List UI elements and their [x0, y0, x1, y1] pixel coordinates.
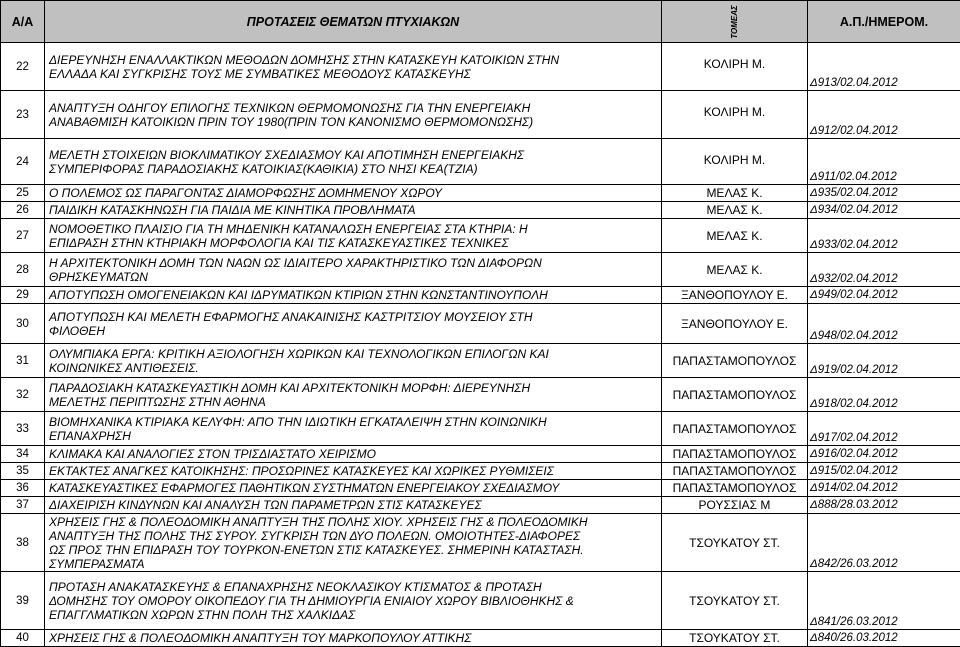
topic-line: ΜΕΛΕΤΗΣ ΠΕΡΙΠΤΩΣΗΣ ΣΤΗΝ ΑΘΗΝΑ [49, 395, 661, 409]
topic-line: ΑΠΟΤΥΠΩΣΗ ΟΜΟΓΕΝΕΙΑΚΩΝ ΚΑΙ ΙΔΡΥΜΑΤΙΚΩΝ ΚΤΙΡΙΩΝ ΣΤΗΝ ΚΩΝΣΤΑΝΤΙΝΟΥΠΟΛΗ [49, 288, 661, 302]
thesis-topic [45, 253, 662, 287]
supervisor: ΤΣΟΥΚΑΤΟΥ ΣΤ. [662, 514, 808, 572]
thesis-topic [45, 139, 662, 185]
table-row [1, 253, 960, 287]
protocol-date: Δ934/02.04.2012 [808, 202, 960, 219]
table-row [1, 91, 960, 139]
header-protocol: Α.Π./ΗΜΕΡΟΜ. [808, 1, 960, 43]
table-row [1, 185, 960, 202]
supervisor: ΜΕΛΑΣ Κ. [662, 202, 808, 219]
table-row [1, 514, 960, 572]
row-number: 25 [1, 185, 45, 202]
protocol-date: Δ913/02.04.2012 [808, 43, 960, 91]
topic-line: ΕΛΛΑΔΑ ΚΑΙ ΣΥΓΚΡΙΣΗΣ ΤΟΥΣ ΜΕ ΣΥΜΒΑΤΙΚΕΣ ΜΕΘΟΔΟΥΣ ΚΑΤΑΣΚΕΥΗΣ [49, 67, 661, 81]
thesis-topic [45, 378, 662, 412]
protocol-date: Δ933/02.04.2012 [808, 219, 960, 253]
protocol-date: Δ840/26.03.2012 [808, 630, 960, 647]
supervisor: ΜΕΛΑΣ Κ. [662, 185, 808, 202]
protocol-date: Δ914/02.04.2012 [808, 480, 960, 497]
header-sector-label: ΤΟΜΕΑΣ [728, 5, 742, 38]
protocol-date: Δ915/02.04.2012 [808, 463, 960, 480]
protocol-date: Δ911/02.04.2012 [808, 139, 960, 185]
topic-line: ΔΙΕΡΕΥΝΗΣΗ ΕΝΑΛΛΑΚΤΙΚΩΝ ΜΕΘΟΔΩΝ ΔΟΜΗΣΗΣ ΣΤΗΝ ΚΑΤΑΣΚΕΥΗ ΚΑΤΟΙΚΙΩΝ ΣΤΗΝ [49, 53, 661, 67]
topic-line: ΕΚΤΑΚΤΕΣ ΑΝΑΓΚΕΣ ΚΑΤΟΙΚΗΣΗΣ: ΠΡΟΣΩΡΙΝΕΣ ΚΑΤΑΣΚΕΥΕΣ ΚΑΙ ΧΩΡΙΚΕΣ ΡΥΘΜΙΣΕΙΣ [49, 464, 661, 478]
protocol-date: Δ888/28.03.2012 [808, 497, 960, 514]
row-number: 37 [1, 497, 45, 514]
supervisor: ΚΟΛΙΡΗ Μ. [662, 139, 808, 185]
table-row [1, 446, 960, 463]
protocol-date: Δ935/02.04.2012 [808, 185, 960, 202]
table-row [1, 219, 960, 253]
supervisor: ΤΣΟΥΚΑΤΟΥ ΣΤ. [662, 572, 808, 630]
table-row [1, 630, 960, 647]
row-number: 34 [1, 446, 45, 463]
thesis-topic [45, 219, 662, 253]
header-sector [662, 1, 808, 43]
table-row [1, 572, 960, 630]
topic-line: ΑΝΑΒΑΘΜΙΣΗ ΚΑΤΟΙΚΙΩΝ ΠΡΙΝ ΤΟΥ 1980(ΠΡΙΝ ΤΟΝ ΚΑΝΟΝΙΣΜΟ ΘΕΡΜΟΜΟΝΩΣΗΣ) [49, 115, 661, 129]
row-number: 24 [1, 139, 45, 185]
protocol-date: Δ841/26.03.2012 [808, 572, 960, 630]
thesis-topic [45, 202, 662, 219]
thesis-topic [45, 514, 662, 572]
supervisor: ΠΑΠΑΣΤΑΜΟΠΟΥΛΟΣ [662, 480, 808, 497]
row-number: 32 [1, 378, 45, 412]
table-row [1, 497, 960, 514]
topic-line: ΒΙΟΜΗΧΑΝΙΚΑ ΚΤΙΡΙΑΚΑ ΚΕΛΥΦΗ: ΑΠΟ ΤΗΝ ΙΔΙΩΤΙΚΗ ΕΓΚΑΤΑΛΕΙΨΗ ΣΤΗΝ ΚΟΙΝΩΝΙΚΗ [49, 415, 661, 429]
thesis-topic [45, 630, 662, 647]
protocol-date: Δ918/02.04.2012 [808, 378, 960, 412]
topic-line: ΚΟΙΝΩΝΙΚΕΣ ΑΝΤΙΘΕΣΕΙΣ. [49, 361, 661, 375]
table-row [1, 304, 960, 344]
table-row [1, 43, 960, 91]
protocol-date: Δ917/02.04.2012 [808, 412, 960, 446]
topic-line: ΜΕΛΕΤΗ ΣΤΟΙΧΕΙΩΝ ΒΙΟΚΛΙΜΑΤΙΚΟΥ ΣΧΕΔΙΑΣΜΟΥ ΚΑΙ ΑΠΟΤΙΜΗΣΗ ΕΝΕΡΓΕΙΑΚΗΣ [49, 148, 661, 162]
supervisor: ΞΑΝΘΟΠΟΥΛΟΥ Ε. [662, 304, 808, 344]
topic-line: ΟΛΥΜΠΙΑΚΑ ΕΡΓΑ: ΚΡΙΤΙΚΗ ΑΞΙΟΛΟΓΗΣΗ ΧΩΡΙΚΩΝ ΚΑΙ ΤΕΧΝΟΛΟΓΙΚΩΝ ΕΠΙΛΟΓΩΝ ΚΑΙ [49, 347, 661, 361]
row-number: 33 [1, 412, 45, 446]
table-row [1, 463, 960, 480]
supervisor: ΡΟΥΣΣΙΑΣ Μ [662, 497, 808, 514]
row-number: 26 [1, 202, 45, 219]
topic-line: ΣΥΜΠΕΡΑΣΜΑΤΑ [49, 557, 661, 571]
supervisor: ΚΟΛΙΡΗ Μ. [662, 91, 808, 139]
protocol-date: Δ919/02.04.2012 [808, 344, 960, 378]
topic-line: Η ΑΡΧΙΤΕΚΤΟΝΙΚΗ ΔΟΜΗ ΤΩΝ ΝΑΩΝ ΩΣ ΙΔΙΑΙΤΕΡΟ ΧΑΡΑΚΤΗΡΙΣΤΙΚΟ ΤΩΝ ΔΙΑΦΟΡΩΝ [49, 256, 661, 270]
table-row [1, 412, 960, 446]
thesis-topic [45, 287, 662, 304]
row-number: 30 [1, 304, 45, 344]
header-topic: ΠΡΟΤΑΣΕΙΣ ΘΕΜΑΤΩΝ ΠΤΥΧΙΑΚΩΝ [45, 1, 662, 43]
topic-line: ΕΠΑΝΑΧΡΗΣΗ [49, 429, 661, 443]
topic-line: ΕΠΙΔΡΑΣΗ ΣΤΗΝ ΚΤΗΡΙΑΚΗ ΜΟΡΦΟΛΟΓΙΑ ΚΑΙ ΤΙΣ ΚΑΤΑΣΚΕΥΑΣΤΙΚΕΣ ΤΕΧΝΙΚΕΣ [49, 236, 661, 250]
topic-line: ΧΡΗΣΕΙΣ ΓΗΣ & ΠΟΛΕΟΔΟΜΙΚΗ ΑΝΑΠΤΥΞΗ ΤΗΣ ΠΟΛΗΣ ΧΙΟΥ. ΧΡΗΣΕΙΣ ΓΗΣ & ΠΟΛΕΟΔΟΜΙΚΗ [49, 515, 661, 529]
topic-line: ΚΛΙΜΑΚΑ ΚΑΙ ΑΝΑΛΟΓΙΕΣ ΣΤΟΝ ΤΡΙΣΔΙΑΣΤΑΤΟ ΧΕΙΡΙΣΜΟ [49, 447, 661, 461]
table-row [1, 378, 960, 412]
supervisor: ΠΑΠΑΣΤΑΜΟΠΟΥΛΟΣ [662, 344, 808, 378]
topic-line: ΠΑΡΑΔΟΣΙΑΚΗ ΚΑΤΑΣΚΕΥΑΣΤΙΚΗ ΔΟΜΗ ΚΑΙ ΑΡΧΙΤΕΚΤΟΝΙΚΗ ΜΟΡΦΗ: ΔΙΕΡΕΥΝΗΣΗ [49, 381, 661, 395]
row-number: 22 [1, 43, 45, 91]
row-number: 36 [1, 480, 45, 497]
topic-line: ΑΝΑΠΤΥΞΗ ΟΔΗΓΟΥ ΕΠΙΛΟΓΗΣ ΤΕΧΝΙΚΩΝ ΘΕΡΜΟΜΟΝΩΣΗΣ ΓΙΑ ΤΗΝ ΕΝΕΡΓΕΙΑΚΗ [49, 101, 661, 115]
protocol-date: Δ948/02.04.2012 [808, 304, 960, 344]
header-aa: Α/Α [1, 1, 45, 43]
row-number: 29 [1, 287, 45, 304]
topic-line: ΚΑΤΑΣΚΕΥΑΣΤΙΚΕΣ ΕΦΑΡΜΟΓΕΣ ΠΑΘΗΤΙΚΩΝ ΣΥΣΤΗΜΑΤΩΝ ΕΝΕΡΓΕΙΑΚΟΥ ΣΧΕΔΙΑΣΜΟΥ [49, 481, 661, 495]
supervisor: ΚΟΛΙΡΗ Μ. [662, 43, 808, 91]
topic-line: ΠΑΙΔΙΚΗ ΚΑΤΑΣΚΗΝΩΣΗ ΓΙΑ ΠΑΙΔΙΑ ΜΕ ΚΙΝΗΤΙΚΑ ΠΡΟΒΛΗΜΑΤΑ [49, 203, 661, 217]
supervisor: ΞΑΝΘΟΠΟΥΛΟΥ Ε. [662, 287, 808, 304]
supervisor: ΠΑΠΑΣΤΑΜΟΠΟΥΛΟΣ [662, 463, 808, 480]
thesis-topic [45, 572, 662, 630]
row-number: 27 [1, 219, 45, 253]
thesis-topic [45, 497, 662, 514]
topic-line: ΔΙΑΧΕΙΡΙΣΗ ΚΙΝΔΥΝΩΝ ΚΑΙ ΑΝΑΛΥΣΗ ΤΩΝ ΠΑΡΑΜΕΤΡΩΝ ΣΤΙΣ ΚΑΤΑΣΚΕΥΕΣ [49, 498, 661, 512]
protocol-date: Δ912/02.04.2012 [808, 91, 960, 139]
row-number: 39 [1, 572, 45, 630]
thesis-topic [45, 463, 662, 480]
table-row [1, 287, 960, 304]
table-row [1, 139, 960, 185]
supervisor: ΠΑΠΑΣΤΑΜΟΠΟΥΛΟΣ [662, 412, 808, 446]
thesis-topic [45, 480, 662, 497]
row-number: 28 [1, 253, 45, 287]
topic-line: ΑΝΑΠΤΥΞΗ ΤΗΣ ΠΟΛΗΣ ΤΗΣ ΣΥΡΟΥ. ΣΥΓΚΡΙΣΗ ΤΩΝ ΔΥΟ ΠΟΛΕΩΝ. ΟΜΟΙΟΤΗΤΕΣ-ΔΙΑΦΟΡΕΣ [49, 529, 661, 543]
thesis-topic [45, 446, 662, 463]
topic-line: Ο ΠΟΛΕΜΟΣ ΩΣ ΠΑΡΑΓΟΝΤΑΣ ΔΙΑΜΟΡΦΩΣΗΣ ΔΟΜΗΜΕΝΟΥ ΧΩΡΟΥ [49, 186, 661, 200]
table-row [1, 344, 960, 378]
thesis-topic [45, 185, 662, 202]
protocol-date: Δ932/02.04.2012 [808, 253, 960, 287]
topic-line: ΣΥΜΠΕΡΙΦΟΡΑΣ ΠΑΡΑΔΟΣΙΑΚΗΣ ΚΑΤΟΙΚΙΑΣ(ΚΑΘΙΚΙΑ) ΣΤΟ ΝΗΣΙ ΚΕΑ(ΤΖΙΑ) [49, 162, 661, 176]
topic-line: ΕΠΑΓΓΛΜΑΤΙΚΩΝ ΧΩΡΩΝ ΣΤΗΝ ΠΟΛΗ ΤΗΣ ΧΑΛΚΙΔΑΣ [49, 608, 661, 622]
topic-line: ΩΣ ΠΡΟΣ ΤΗΝ ΕΠΙΔΡΑΣΗ ΤΟΥ ΤΟΥΡΚΟΝ-ΕΝΕΤΩΝ ΣΤΙΣ ΚΑΤΑΣΚΕΥΕΣ. ΣΗΜΕΡΙΝΗ ΚΑΤΑΣΤΑΣΗ. [49, 543, 661, 557]
supervisor: ΜΕΛΑΣ Κ. [662, 253, 808, 287]
row-number: 38 [1, 514, 45, 572]
row-number: 35 [1, 463, 45, 480]
row-number: 23 [1, 91, 45, 139]
topic-line: ΝΟΜΟΘΕΤΙΚΟ ΠΛΑΙΣΙΟ ΓΙΑ ΤΗ ΜΗΔΕΝΙΚΗ ΚΑΤΑΝΑΛΩΣΗ ΕΝΕΡΓΕΙΑΣ ΣΤΑ ΚΤΗΡΙΑ: Η [49, 222, 661, 236]
supervisor: ΠΑΠΑΣΤΑΜΟΠΟΥΛΟΣ [662, 378, 808, 412]
protocol-date: Δ949/02.04.2012 [808, 287, 960, 304]
thesis-topic [45, 91, 662, 139]
row-number: 40 [1, 630, 45, 647]
topic-line: ΑΠΟΤΥΠΩΣΗ ΚΑΙ ΜΕΛΕΤΗ ΕΦΑΡΜΟΓΗΣ ΑΝΑΚΑΙΝΙΣΗΣ ΚΑΣΤΡΙΤΣΙΟΥ ΜΟΥΣΕΙΟΥ ΣΤΗ [49, 310, 661, 324]
topic-line: ΔΟΜΗΣΗΣ ΤΟΥ ΟΜΟΡΟΥ ΟΙΚΟΠΕΔΟΥ ΓΙΑ ΤΗ ΔΗΜΙΟΥΡΓΙΑ ΕΝΙΑΙΟΥ ΧΩΡΟΥ ΒΙΒΛΙΟΘΗΚΗΣ & [49, 594, 661, 608]
thesis-topic [45, 43, 662, 91]
supervisor: ΤΣΟΥΚΑΤΟΥ ΣΤ. [662, 630, 808, 647]
protocol-date: Δ842/26.03.2012 [808, 514, 960, 572]
topic-line: ΘΡΗΣΚΕΥΜΑΤΩΝ [49, 270, 661, 284]
table-row [1, 480, 960, 497]
table-row [1, 202, 960, 219]
supervisor: ΠΑΠΑΣΤΑΜΟΠΟΥΛΟΣ [662, 446, 808, 463]
topic-line: ΧΡΗΣΕΙΣ ΓΗΣ & ΠΟΛΕΟΔΟΜΙΚΗ ΑΝΑΠΤΥΞΗ ΤΟΥ ΜΑΡΚΟΠΟΥΛΟΥ ΑΤΤΙΚΗΣ [49, 631, 661, 645]
header-row [1, 1, 960, 43]
topic-line: ΦΙΛΟΘΕΗ [49, 324, 661, 338]
row-number: 31 [1, 344, 45, 378]
supervisor: ΜΕΛΑΣ Κ. [662, 219, 808, 253]
thesis-topic [45, 344, 662, 378]
thesis-topic [45, 304, 662, 344]
topic-line: ΠΡΟΤΑΣΗ ΑΝΑΚΑΤΑΣΚΕΥΗΣ & ΕΠΑΝΑΧΡΗΣΗΣ ΝΕΟΚΛΑΣΙΚΟΥ ΚΤΙΣΜΑΤΟΣ & ΠΡΟΤΑΣΗ [49, 580, 661, 594]
protocol-date: Δ916/02.04.2012 [808, 446, 960, 463]
thesis-topic [45, 412, 662, 446]
